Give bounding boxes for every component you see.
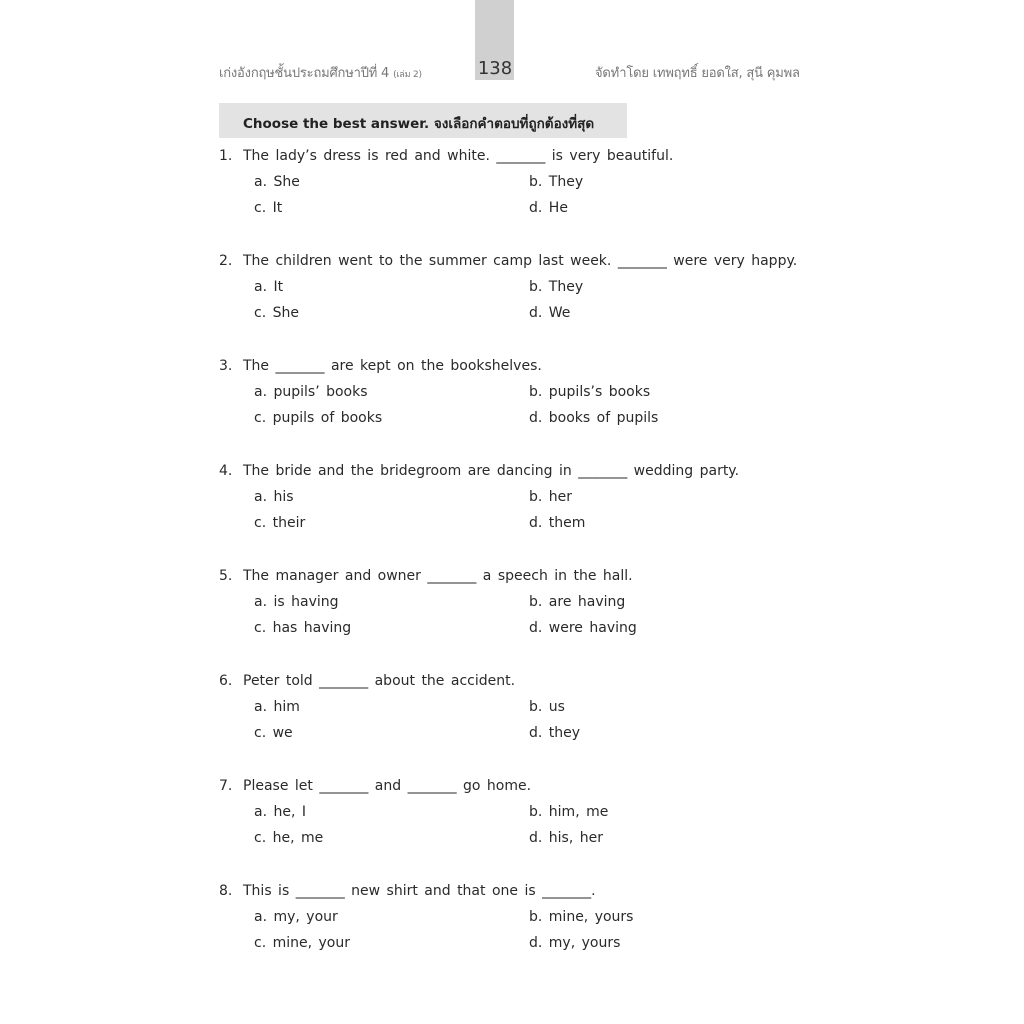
option-c: c. She [254, 305, 299, 321]
option-d: d. them [529, 515, 586, 531]
question-6 [0, 673, 1024, 753]
instruction-text: Choose the best answer. จงเลือกคำตอบที่ถูกต้องที่สุด [243, 116, 595, 132]
option-a: a. his [254, 489, 294, 505]
authors-header: จัดทำโดย เทพฤทธิ์ ยอดใส, สุนี คุมพล [595, 66, 800, 81]
option-b: b. They [529, 174, 584, 190]
question-3 [0, 358, 1024, 438]
option-a: a. he, I [254, 804, 306, 820]
option-d: d. they [529, 725, 581, 741]
question-5 [0, 568, 1024, 648]
option-d: d. books of pupils [529, 410, 659, 426]
option-a: a. She [254, 174, 300, 190]
question-number: 6. [219, 673, 233, 689]
instruction-banner [219, 103, 627, 138]
option-a: a. him [254, 699, 300, 715]
option-b: b. us [529, 699, 565, 715]
option-a: a. pupils’ books [254, 384, 368, 400]
option-a: a. is having [254, 594, 339, 610]
question-text: Please let _______ and _______ go home. [243, 778, 532, 794]
option-d: d. were having [529, 620, 637, 636]
volume-label: (เล่ม 2) [393, 70, 422, 80]
question-text: The lady’s dress is red and white. _______ is very beautiful. [243, 148, 674, 164]
option-c: c. their [254, 515, 306, 531]
book-title-header [219, 62, 422, 83]
option-d: d. my, yours [529, 935, 621, 951]
option-c: c. It [254, 200, 283, 216]
question-number: 4. [219, 463, 233, 479]
option-d: d. We [529, 305, 571, 321]
option-c: c. has having [254, 620, 352, 636]
option-a: a. my, your [254, 909, 338, 925]
option-a: a. It [254, 279, 284, 295]
question-text: This is _______ new shirt and that one is _______. [243, 883, 596, 899]
question-number: 8. [219, 883, 233, 899]
question-number: 5. [219, 568, 233, 584]
question-text: The _______ are kept on the bookshelves. [243, 358, 542, 374]
question-text: The manager and owner _______ a speech in the hall. [243, 568, 633, 584]
question-1 [0, 148, 1024, 228]
question-number: 7. [219, 778, 233, 794]
option-b: b. her [529, 489, 573, 505]
option-d: d. his, her [529, 830, 603, 846]
question-4 [0, 463, 1024, 543]
option-d: d. He [529, 200, 568, 216]
question-2 [0, 253, 1024, 333]
option-b: b. mine, yours [529, 909, 634, 925]
option-b: b. are having [529, 594, 626, 610]
question-number: 1. [219, 148, 233, 164]
option-c: c. he, me [254, 830, 324, 846]
option-c: c. pupils of books [254, 410, 383, 426]
page-number: 138 [477, 58, 513, 79]
question-text: Peter told _______ about the accident. [243, 673, 516, 689]
option-c: c. we [254, 725, 293, 741]
book-title: เก่งอังกฤษชั้นประถมศึกษาปีที่ 4 [219, 66, 390, 81]
question-8 [0, 883, 1024, 963]
option-c: c. mine, your [254, 935, 350, 951]
question-text: The bride and the bridegroom are dancing in _______ wedding party. [243, 463, 740, 479]
option-b: b. him, me [529, 804, 609, 820]
question-text: The children went to the summer camp last week. _______ were very happy. [243, 253, 798, 269]
question-number: 2. [219, 253, 233, 269]
question-number: 3. [219, 358, 233, 374]
question-7 [0, 778, 1024, 858]
option-b: b. They [529, 279, 584, 295]
option-b: b. pupils’s books [529, 384, 651, 400]
